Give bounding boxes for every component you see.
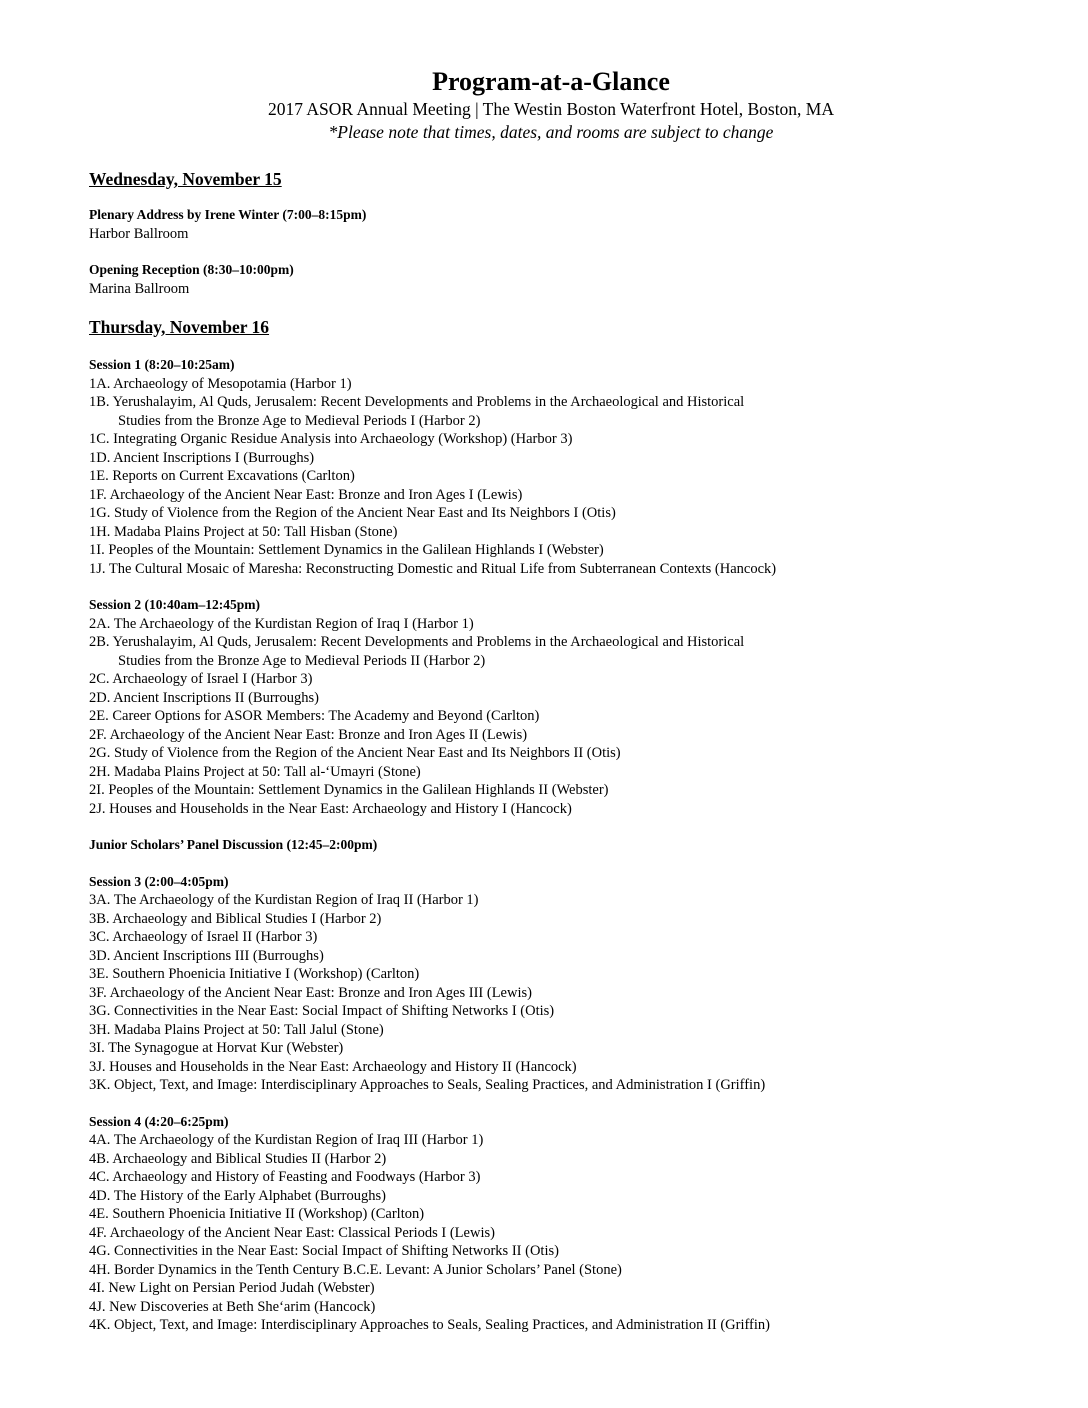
- day-heading-thursday: Thursday, November 16: [89, 317, 270, 337]
- session-title: Session 1 (8:20–10:25am): [89, 357, 235, 372]
- session-title: Session 3 (2:00–4:05pm): [89, 873, 229, 889]
- session-item: 2H. Madaba Plains Project at 50: Tall al-‘Umayri (Stone): [89, 763, 421, 780]
- session-item: 2C. Archaeology of Israel I (Harbor 3): [89, 671, 313, 687]
- session-item: 3D. Ancient Inscriptions III (Burroughs): [89, 947, 324, 964]
- session-item: 4F. Archaeology of the Ancient Near East: Classical Periods I (Lewis): [89, 1224, 495, 1241]
- session-item: 4B. Archaeology and Biblical Studies II (Harbor 2): [89, 1150, 387, 1167]
- session-item: 3F. Archaeology of the Ancient Near East: Bronze and Iron Ages III (Lewis): [89, 984, 532, 1001]
- session-item: 2I. Peoples of the Mountain: Settlement Dynamics in the Galilean Highlands II (Webster): [89, 782, 609, 798]
- session-title: Session 4 (4:20–6:25pm): [89, 1113, 229, 1129]
- session-block: [89, 836, 1049, 855]
- session-item-continuation: Studies from the Bronze Age to Medieval Periods II (Harbor 2): [118, 652, 486, 669]
- session-item: 3H. Madaba Plains Project at 50: Tall Jalul (Stone): [89, 1021, 384, 1038]
- session-title: Session 2 (10:40am–12:45pm): [89, 597, 260, 612]
- session-list: [89, 356, 1049, 1335]
- session-item: 3I. The Synagogue at Horvat Kur (Webster): [89, 1040, 344, 1056]
- session-item: 4C. Archaeology and History of Feasting and Foodways (Harbor 3): [89, 1169, 481, 1185]
- session-item: 1A. Archaeology of Mesopotamia (Harbor 1): [89, 375, 352, 392]
- session-item: 4K. Object, Text, and Image: Interdisciplinary Approaches to Seals, Sealing Practices, and Administration II (Griffin): [89, 1317, 770, 1333]
- session-item: 4G. Connectivities in the Near East: Social Impact of Shifting Networks II (Otis): [89, 1243, 559, 1259]
- session-item: 1D. Ancient Inscriptions I (Burroughs): [89, 449, 315, 466]
- event-room: Harbor Ballroom: [89, 225, 189, 242]
- session-item: 3J. Houses and Households in the Near East: Archaeology and History II (Hancock): [89, 1058, 577, 1075]
- session-item: 1F. Archaeology of the Ancient Near East: Bronze and Iron Ages I (Lewis): [89, 486, 523, 503]
- session-item: 3B. Archaeology and Biblical Studies I (Harbor 2): [89, 910, 382, 927]
- session-item: 3A. The Archaeology of the Kurdistan Region of Iraq II (Harbor 1): [89, 892, 479, 908]
- session-title: Junior Scholars’ Panel Discussion (12:45–2:00pm): [89, 837, 378, 852]
- session-item: 1J. The Cultural Mosaic of Maresha: Reconstructing Domestic and Ritual Life from Subterranean Contexts (Hancock): [89, 560, 777, 577]
- session-item: 2A. The Archaeology of the Kurdistan Region of Iraq I (Harbor 1): [89, 615, 474, 632]
- session-item: 1E. Reports on Current Excavations (Carlton): [89, 468, 355, 484]
- session-item: 4H. Border Dynamics in the Tenth Century B.C.E. Levant: A Junior Scholars’ Panel (Stone): [89, 1261, 622, 1278]
- session-item: 4A. The Archaeology of the Kurdistan Region of Iraq III (Harbor 1): [89, 1132, 484, 1148]
- session-item-continuation: Studies from the Bronze Age to Medieval Periods I (Harbor 2): [118, 412, 481, 429]
- change-notice: *Please note that times, dates, and rooms are subject to change: [328, 122, 774, 142]
- event-title: Plenary Address by Irene Winter (7:00–8:15pm): [89, 207, 367, 222]
- event-opening-reception: [89, 261, 1049, 298]
- session-block: [89, 1113, 1049, 1335]
- session-block: [89, 873, 1049, 1095]
- session-item: 2E. Career Options for ASOR Members: The Academy and Beyond (Carlton): [89, 708, 540, 724]
- session-item: 3G. Connectivities in the Near East: Social Impact of Shifting Networks I (Otis): [89, 1003, 555, 1019]
- event-title: Opening Reception (8:30–10:00pm): [89, 262, 294, 277]
- session-item: 2G. Study of Violence from the Region of the Ancient Near East and Its Neighbors II (Otis): [89, 745, 621, 761]
- session-item: 3K. Object, Text, and Image: Interdisciplinary Approaches to Seals, Sealing Practices, and Administration I (Griffin): [89, 1077, 766, 1093]
- session-item: 3E. Southern Phoenicia Initiative I (Workshop) (Carlton): [89, 966, 420, 982]
- session-item: 1B. Yerushalayim, Al Quds, Jerusalem: Recent Developments and Problems in the Archaeological and Historical: [89, 394, 745, 410]
- session-item: 2D. Ancient Inscriptions II (Burroughs): [89, 689, 319, 706]
- session-item: 1I. Peoples of the Mountain: Settlement Dynamics in the Galilean Highlands I (Webster): [89, 542, 604, 558]
- session-item: 1G. Study of Violence from the Region of the Ancient Near East and Its Neighbors I (Otis): [89, 505, 616, 521]
- session-item: 4D. The History of the Early Alphabet (Burroughs): [89, 1187, 386, 1204]
- session-item: 2J. Houses and Households in the Near East: Archaeology and History I (Hancock): [89, 800, 572, 817]
- session-item: 4E. Southern Phoenicia Initiative II (Workshop) (Carlton): [89, 1206, 425, 1222]
- session-block: [89, 356, 1049, 578]
- session-block: [89, 596, 1049, 818]
- day-heading-wednesday: Wednesday, November 15: [89, 169, 282, 189]
- session-item: 1C. Integrating Organic Residue Analysis into Archaeology (Workshop) (Harbor 3): [89, 431, 573, 447]
- program-page: [89, 66, 1049, 1335]
- event-room: Marina Ballroom: [89, 280, 190, 297]
- session-item: 1H. Madaba Plains Project at 50: Tall Hisban (Stone): [89, 523, 398, 540]
- page-title: Program-at-a-Glance: [432, 67, 670, 96]
- session-item: 4I. New Light on Persian Period Judah (Webster): [89, 1280, 375, 1296]
- session-item: 2F. Archaeology of the Ancient Near East: Bronze and Iron Ages II (Lewis): [89, 726, 528, 743]
- session-item: 3C. Archaeology of Israel II (Harbor 3): [89, 929, 318, 945]
- session-item: 4J. New Discoveries at Beth She‘arim (Hancock): [89, 1298, 376, 1315]
- session-item: 2B. Yerushalayim, Al Quds, Jerusalem: Recent Developments and Problems in the Archaeological and Historical: [89, 634, 745, 650]
- page-subtitle: 2017 ASOR Annual Meeting | The Westin Boston Waterfront Hotel, Boston, MA: [267, 99, 834, 119]
- event-plenary-address: [89, 206, 1049, 243]
